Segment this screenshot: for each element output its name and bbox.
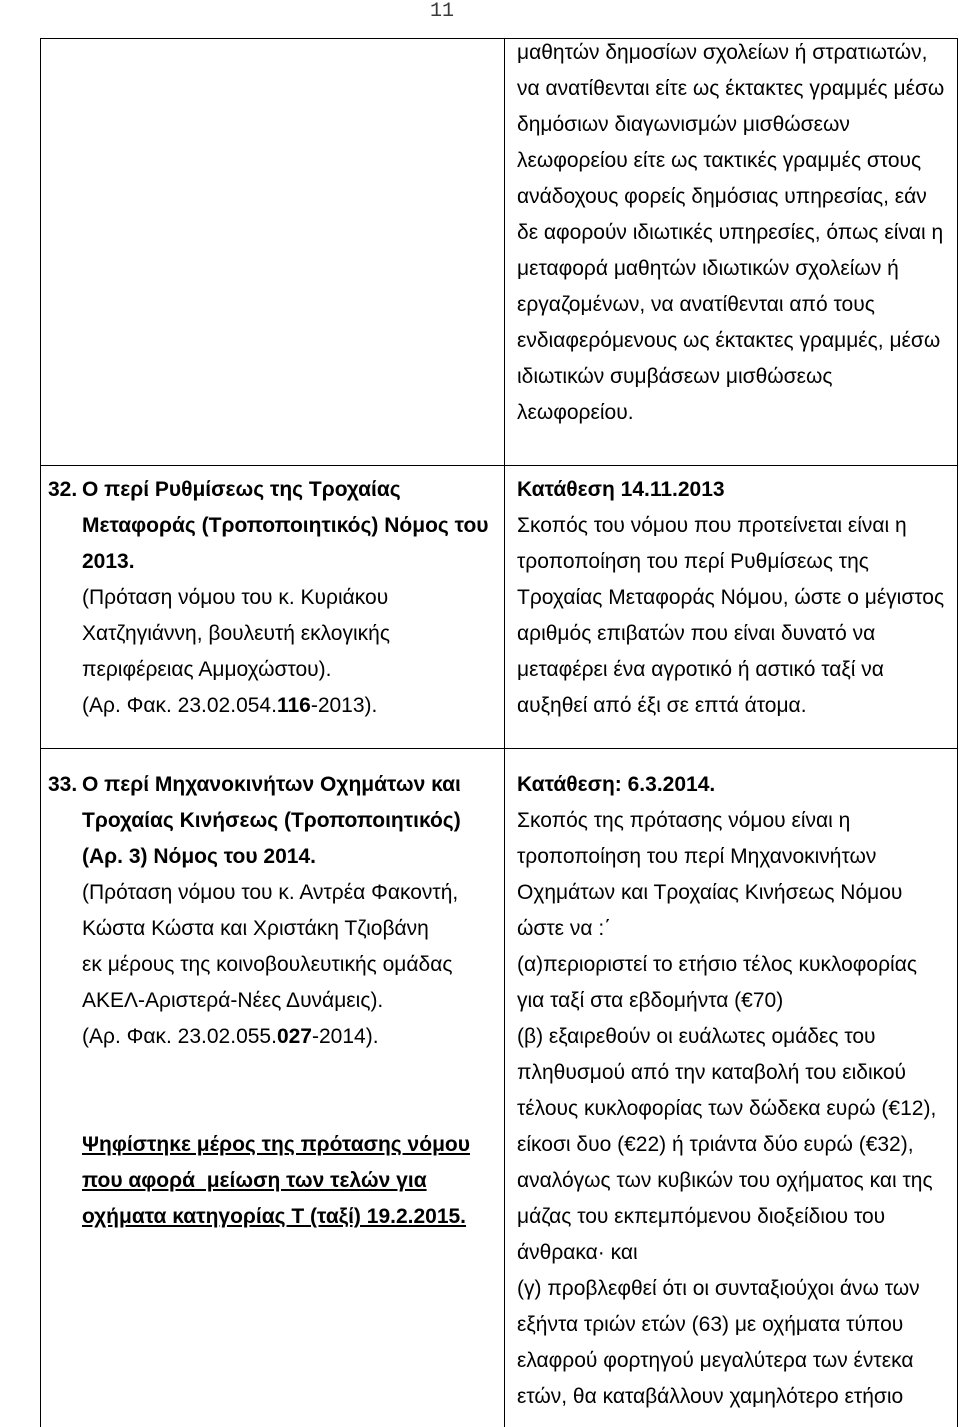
purpose-line: Σκοπός του νόμου που προτείνεται είναι η bbox=[517, 514, 907, 537]
description-cell bbox=[517, 767, 955, 1415]
purpose-line: τέλους κυκλοφορίας των δώδεκα ευρώ (€12), bbox=[517, 1097, 937, 1120]
bill-title-line: (Αρ. 3) Νόμος του 2014. bbox=[82, 845, 316, 868]
description-line: μαθητών δημοσίων σχολείων ή στρατιωτών, bbox=[517, 41, 928, 64]
entry-number: 33. bbox=[48, 773, 78, 796]
file-reference-suffix: -2013). bbox=[310, 694, 378, 717]
purpose-line: αναλόγως των κυβικών του οχήματος και της bbox=[517, 1169, 933, 1192]
purpose-line: (β) εξαιρεθούν οι ευάλωτες ομάδες του bbox=[517, 1025, 876, 1048]
bill-title-line: Ο περί Μηχανοκινήτων Οχημάτων και bbox=[82, 773, 461, 796]
proposal-line: ΑΚΕΛ-Αριστερά-Νέες Δυνάμεις). bbox=[82, 989, 384, 1012]
proposal-line: (Πρόταση νόμου του κ. Κυριάκου bbox=[82, 586, 389, 609]
purpose-line: ετών, θα καταβάλλουν χαμηλότερο ετήσιο bbox=[517, 1385, 904, 1408]
file-reference bbox=[82, 1019, 502, 1055]
purpose-line: ώστε να :΄ bbox=[517, 917, 612, 940]
table-row-entry-33 bbox=[41, 749, 957, 1427]
submission-date: Κατάθεση 14.11.2013 bbox=[517, 478, 725, 501]
description-line: δε αφορούν ιδιωτικές υπηρεσίες, όπως είναι η bbox=[517, 221, 944, 244]
purpose-line: τροποποίηση του περί Μηχανοκινήτων bbox=[517, 845, 877, 868]
description-line: να ανατίθενται είτε ως έκτακτες γραμμές μέσω bbox=[517, 77, 945, 100]
proposal-line: Χατζηγιάννη, βουλευτή εκλογικής bbox=[82, 622, 390, 645]
description-line: ιδιωτικών συμβάσεων μισθώσεως bbox=[517, 365, 833, 388]
purpose-line: (γ) προβλεφθεί ότι οι συνταξιούχοι άνω των bbox=[517, 1277, 920, 1300]
bill-title-line: Ο περί Ρυθμίσεως της Τροχαίας bbox=[82, 478, 401, 501]
purpose-line: είκοσι δυο (€22) ή τριάντα δύο ευρώ (€32), bbox=[517, 1133, 914, 1156]
purpose-line: (α)περιοριστεί το ετήσιο τέλος κυκλοφορίας bbox=[517, 953, 917, 976]
entry-number-cell bbox=[48, 472, 80, 508]
entry-number: 32. bbox=[48, 478, 78, 501]
bill-title-line: 2013. bbox=[82, 550, 135, 573]
file-reference-number: 116 bbox=[276, 694, 311, 717]
purpose-line: μάζας του εκπεμπόμενου διοξείδιου του bbox=[517, 1205, 886, 1228]
purpose-line: Σκοπός της πρότασης νόμου είναι η bbox=[517, 809, 851, 832]
table-row-continuation bbox=[41, 39, 957, 466]
proposal-line: περιφέρειας Αμμοχώστου). bbox=[82, 658, 332, 681]
bill-title-line: Τροχαίας Κινήσεως (Τροποποιητικός) bbox=[82, 809, 461, 832]
bill-title-cell bbox=[82, 767, 502, 1235]
purpose-line: μεταφέρει ένα αγροτικό ή αστικό ταξί να bbox=[517, 658, 884, 681]
file-reference-suffix: -2014). bbox=[311, 1025, 379, 1048]
file-reference bbox=[82, 688, 502, 724]
file-reference-prefix: (Αρ. Φακ. 23.02.055. bbox=[82, 1025, 277, 1048]
description-cell bbox=[517, 35, 955, 431]
vote-status bbox=[82, 1127, 502, 1235]
purpose-line: αριθμός επιβατών που είναι δυνατό να bbox=[517, 622, 876, 645]
bill-title-line: Μεταφοράς (Τροποποιητικός) Νόμος του bbox=[82, 514, 489, 537]
purpose-line: πληθυσμού από την καταβολή του ειδικού bbox=[517, 1061, 907, 1084]
description-cell bbox=[517, 472, 955, 724]
vote-status-line: που αφορά μείωση των τελών για bbox=[82, 1169, 427, 1192]
file-reference-prefix: (Αρ. Φακ. 23.02.054. bbox=[82, 694, 277, 717]
description-line: ενδιαφερόμενους ως έκτακτες γραμμές, μέσω bbox=[517, 329, 941, 352]
description-line: δημόσιων διαγωνισμών μισθώσεων bbox=[517, 113, 850, 136]
bill-title-cell bbox=[82, 472, 502, 724]
vote-status-line: Ψηφίστηκε μέρος της πρότασης νόμου bbox=[82, 1133, 470, 1156]
description-line: εργαζομένων, να ανατίθενται από τους bbox=[517, 293, 875, 316]
description-line: μεταφορά μαθητών ιδιωτικών σχολείων ή bbox=[517, 257, 899, 280]
description-line: ανάδοχους φορείς δημόσιας υπηρεσίας, εάν bbox=[517, 185, 927, 208]
description-line: λεωφορείου είτε ως τακτικές γραμμές στους bbox=[517, 149, 922, 172]
purpose-line: άνθρακα· και bbox=[517, 1241, 638, 1264]
page-number: 11 bbox=[429, 0, 454, 23]
purpose-line: αυξηθεί από έξι σε επτά άτομα. bbox=[517, 694, 807, 717]
purpose-line: Τροχαίας Μεταφοράς Νόμου, ώστε ο μέγιστος bbox=[517, 586, 945, 609]
proposal-line: Κώστα Κώστα και Χριστάκη Τζιοβάνη bbox=[82, 917, 429, 940]
description-line: λεωφορείου. bbox=[517, 401, 634, 424]
table-row-entry-32 bbox=[41, 466, 957, 749]
purpose-line: για ταξί στα εβδομήντα (€70) bbox=[517, 989, 784, 1012]
vote-status-line: οχήματα κατηγορίας Τ (ταξί) 19.2.2015. bbox=[82, 1205, 467, 1228]
legislation-table bbox=[40, 38, 958, 1427]
proposal-line: εκ μέρους της κοινοβουλευτικής ομάδας bbox=[82, 953, 453, 976]
entry-number-cell bbox=[48, 767, 80, 803]
proposal-line: (Πρόταση νόμου του κ. Αντρέα Φακοντή, bbox=[82, 881, 459, 904]
purpose-line: ελαφρού φορτηγού μεγαλύτερα των έντεκα bbox=[517, 1349, 914, 1372]
submission-date: Κατάθεση: 6.3.2014. bbox=[517, 773, 716, 796]
file-reference-number: 027 bbox=[276, 1025, 312, 1048]
purpose-line: Οχημάτων και Τροχαίας Κινήσεως Νόμου bbox=[517, 881, 903, 904]
purpose-line: εξήντα τριών ετών (63) με οχήματα τύπου bbox=[517, 1313, 904, 1336]
purpose-line: τροποποίηση του περί Ρυθμίσεως της bbox=[517, 550, 869, 573]
